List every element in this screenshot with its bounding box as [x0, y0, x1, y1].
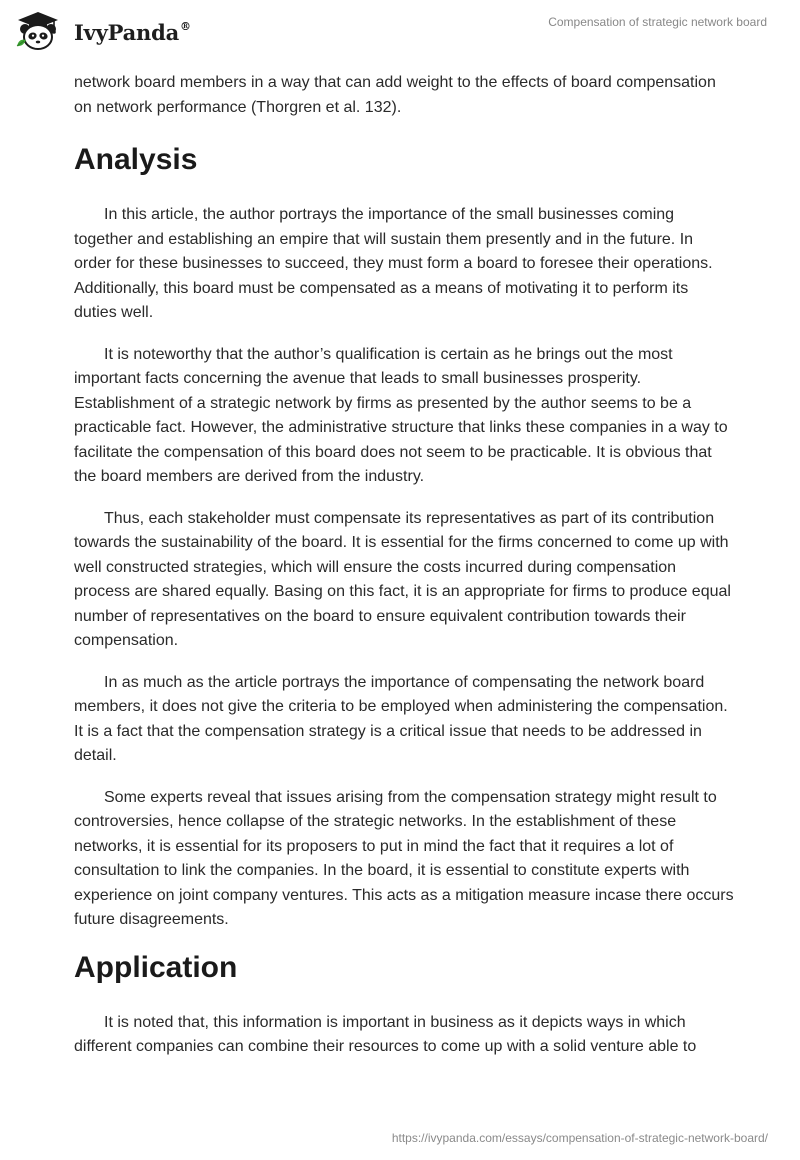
- analysis-paragraph: Thus, each stakeholder must compensate its representatives as part of its contribution towards the sustainability of the board. It is essential for the firms concerned to come up with well constructed strategies, which will ensure the costs incurred during compensation process are shared equally. Basing on this fact, it is an appropriate for firms to produce equal number of representatives on the board to ensure equivalent contribution towards their compensation.: [74, 509, 731, 649]
- intro-paragraph: network board members in a way that can add weight to the effects of board compensation on network performance (Thorgren et al. 132).: [74, 74, 716, 116]
- page-header: [0, 0, 800, 60]
- panda-graduate-logo-icon[interactable]: [14, 9, 62, 51]
- application-paragraph: It is noted that, this information is important in business as it depicts ways in which different companies can combine their resources to come up with a solid venture able to: [74, 1013, 697, 1055]
- application-heading: Application: [74, 950, 238, 984]
- analysis-paragraph: It is noteworthy that the author’s qualification is certain as he brings out the most important facts concerning the avenue that leads to small businesses prosperity. Establishment of a strategic network by firms as presented by the author seems to be a practicable fact. However, the administrative structure that links these companies in a way to facilitate the compensation of this board does not seem to be practicable. It is obvious that the board members are derived from the industry.: [74, 345, 728, 485]
- essay-content: [74, 71, 734, 1077]
- footer-url-link[interactable]: https://ivypanda.com/essays/compensation-of-strategic-network-board/: [391, 1131, 768, 1145]
- brand-name[interactable]: [74, 20, 191, 45]
- analysis-paragraph: Some experts reveal that issues arising from the compensation strategy might result to controversies, hence collapse of the strategic networks. In the establishment of these networks, it is essential for its proposers to put in mind the fact that it requires a lot of consultation to link the companies. In the board, it is essential to constitute experts with experience on joint company ventures. This acts as a mitigation measure incase there occurs future disagreements.: [74, 788, 734, 928]
- document-title: Compensation of strategic network board: [548, 15, 767, 29]
- analysis-paragraph: In this article, the author portrays the importance of the small businesses coming together and establishing an empire that will sustain them presently and in the future. In order for these businesses to succeed, they must form a board to foresee their operations. Additionally, this board must be compensated as a means of motivating it to perform its duties well.: [74, 206, 713, 321]
- analysis-paragraph: In as much as the article portrays the importance of compensating the network board members, it does not give the criteria to be employed when administering the compensation. It is a fact that the compensation strategy is a critical issue that needs to be addressed in detail.: [74, 673, 728, 764]
- registered-mark: ®: [180, 20, 191, 33]
- brand-label: IvyPanda: [74, 20, 180, 45]
- analysis-heading: Analysis: [74, 143, 198, 176]
